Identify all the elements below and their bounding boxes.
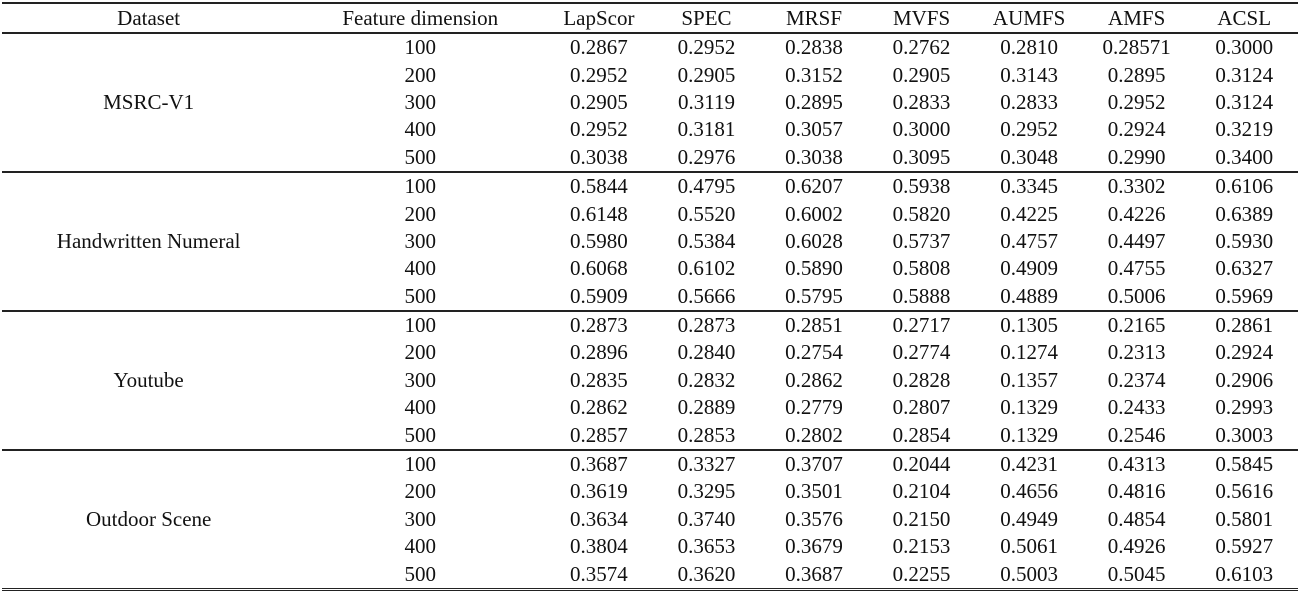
score-cell: 0.2433 bbox=[1107, 395, 1166, 420]
score-cell: 0.2774 bbox=[892, 340, 951, 365]
score-cell: 0.2952 bbox=[1107, 89, 1166, 114]
feature-dimension-cell: 200 bbox=[404, 201, 436, 226]
score-cell: 0.1357 bbox=[1000, 367, 1058, 392]
score-cell: 0.2993 bbox=[1215, 395, 1274, 420]
feature-dimension-cell: 500 bbox=[404, 561, 436, 586]
score-cell: 0.5006 bbox=[1107, 283, 1166, 308]
score-cell: 0.2873 bbox=[570, 313, 628, 338]
score-cell: 0.6148 bbox=[570, 201, 628, 226]
score-cell: 0.3653 bbox=[677, 534, 736, 559]
feature-dimension-cell: 400 bbox=[404, 534, 436, 559]
score-cell: 0.2832 bbox=[677, 367, 736, 392]
score-cell: 0.3119 bbox=[677, 89, 735, 114]
score-cell: 0.3619 bbox=[570, 479, 628, 504]
table-row bbox=[2, 33, 1298, 61]
score-cell: 0.3679 bbox=[785, 534, 843, 559]
feature-dimension-cell: 200 bbox=[404, 340, 436, 365]
score-cell: 0.2810 bbox=[1000, 35, 1058, 60]
score-cell: 0.2895 bbox=[785, 89, 843, 114]
score-cell: 0.2905 bbox=[892, 62, 951, 87]
score-cell: 0.3634 bbox=[570, 506, 628, 531]
score-cell: 0.2153 bbox=[892, 534, 951, 559]
table-header bbox=[2, 3, 1298, 33]
score-cell: 0.4909 bbox=[1000, 256, 1058, 281]
score-cell: 0.3295 bbox=[677, 479, 736, 504]
score-cell: 0.4313 bbox=[1107, 452, 1166, 477]
score-cell: 0.1329 bbox=[1000, 422, 1058, 447]
dataset-group bbox=[2, 172, 1298, 311]
score-cell: 0.2851 bbox=[785, 313, 843, 338]
dataset-name: Outdoor Scene bbox=[85, 506, 212, 531]
score-cell: 0.2873 bbox=[677, 313, 736, 338]
score-cell: 0.3687 bbox=[785, 561, 843, 586]
feature-dimension-cell: 100 bbox=[404, 313, 436, 338]
table-row bbox=[2, 311, 1298, 339]
header-feature-dimension: Feature dimension bbox=[342, 5, 499, 30]
feature-dimension-cell: 400 bbox=[404, 256, 436, 281]
score-cell: 0.2905 bbox=[677, 62, 736, 87]
score-cell: 0.2862 bbox=[570, 395, 628, 420]
score-cell: 0.3124 bbox=[1215, 62, 1274, 87]
score-cell: 0.3302 bbox=[1107, 174, 1166, 199]
score-cell: 0.2255 bbox=[892, 561, 951, 586]
score-cell: 0.28571 bbox=[1102, 35, 1171, 60]
score-cell: 0.2889 bbox=[677, 395, 736, 420]
header-acsl: ACSL bbox=[1217, 5, 1272, 30]
score-cell: 0.2861 bbox=[1215, 313, 1274, 338]
score-cell: 0.4225 bbox=[1000, 201, 1058, 226]
score-cell: 0.2374 bbox=[1107, 367, 1166, 392]
score-cell: 0.3143 bbox=[1000, 62, 1058, 87]
dataset-name: Youtube bbox=[113, 367, 184, 392]
feature-dimension-cell: 500 bbox=[404, 144, 436, 169]
dataset-group bbox=[2, 311, 1298, 450]
score-cell: 0.3124 bbox=[1215, 89, 1274, 114]
score-cell: 0.2862 bbox=[785, 367, 843, 392]
score-cell: 0.3000 bbox=[1215, 35, 1274, 60]
score-cell: 0.5003 bbox=[1000, 561, 1058, 586]
score-cell: 0.2807 bbox=[892, 395, 951, 420]
score-cell: 0.4795 bbox=[677, 174, 736, 199]
score-cell: 0.5930 bbox=[1215, 228, 1274, 253]
score-cell: 0.2754 bbox=[785, 340, 843, 365]
score-cell: 0.2104 bbox=[892, 479, 951, 504]
score-cell: 0.2717 bbox=[892, 313, 951, 338]
score-cell: 0.1305 bbox=[1000, 313, 1058, 338]
score-cell: 0.2833 bbox=[892, 89, 951, 114]
score-cell: 0.5384 bbox=[677, 228, 736, 253]
score-cell: 0.2924 bbox=[1215, 340, 1274, 365]
dataset-group bbox=[2, 33, 1298, 172]
score-cell: 0.6389 bbox=[1215, 201, 1274, 226]
score-cell: 0.3038 bbox=[570, 144, 628, 169]
score-cell: 0.2150 bbox=[892, 506, 951, 531]
dataset-name: MSRC-V1 bbox=[103, 89, 195, 114]
score-cell: 0.5061 bbox=[1000, 534, 1058, 559]
header-lapscor: LapScor bbox=[563, 5, 635, 30]
score-cell: 0.2952 bbox=[570, 117, 628, 142]
results-table bbox=[2, 2, 1298, 591]
score-cell: 0.6106 bbox=[1215, 174, 1274, 199]
score-cell: 0.2828 bbox=[892, 367, 951, 392]
score-cell: 0.4231 bbox=[1000, 452, 1058, 477]
feature-dimension-cell: 100 bbox=[404, 174, 436, 199]
score-cell: 0.4757 bbox=[1000, 228, 1058, 253]
score-cell: 0.4497 bbox=[1107, 228, 1166, 253]
score-cell: 0.2867 bbox=[570, 35, 628, 60]
score-cell: 0.3740 bbox=[677, 506, 736, 531]
feature-dimension-cell: 300 bbox=[404, 228, 436, 253]
score-cell: 0.3000 bbox=[892, 117, 951, 142]
table-row bbox=[2, 172, 1298, 200]
score-cell: 0.3327 bbox=[677, 452, 736, 477]
score-cell: 0.2779 bbox=[785, 395, 843, 420]
header-spec: SPEC bbox=[681, 5, 732, 30]
score-cell: 0.2762 bbox=[892, 35, 951, 60]
score-cell: 0.5844 bbox=[570, 174, 628, 199]
score-cell: 0.6103 bbox=[1215, 561, 1274, 586]
score-cell: 0.5820 bbox=[892, 201, 951, 226]
header-mrsf: MRSF bbox=[785, 5, 843, 30]
feature-dimension-cell: 400 bbox=[404, 395, 436, 420]
feature-dimension-cell: 200 bbox=[404, 479, 436, 504]
score-cell: 0.3576 bbox=[785, 506, 843, 531]
score-cell: 0.3095 bbox=[892, 144, 951, 169]
score-cell: 0.2990 bbox=[1107, 144, 1166, 169]
feature-dimension-cell: 100 bbox=[404, 35, 436, 60]
score-cell: 0.2840 bbox=[677, 340, 736, 365]
score-cell: 0.5737 bbox=[892, 228, 951, 253]
score-cell: 0.6002 bbox=[785, 201, 843, 226]
score-cell: 0.5666 bbox=[677, 283, 736, 308]
score-cell: 0.3501 bbox=[785, 479, 843, 504]
score-cell: 0.2838 bbox=[785, 35, 843, 60]
score-cell: 0.2833 bbox=[1000, 89, 1058, 114]
score-cell: 0.3057 bbox=[785, 117, 843, 142]
score-cell: 0.2853 bbox=[677, 422, 736, 447]
score-cell: 0.5808 bbox=[892, 256, 951, 281]
score-cell: 0.6327 bbox=[1215, 256, 1274, 281]
score-cell: 0.3804 bbox=[570, 534, 628, 559]
header-amfs: AMFS bbox=[1108, 5, 1166, 30]
feature-dimension-cell: 100 bbox=[404, 452, 436, 477]
score-cell: 0.5520 bbox=[677, 201, 736, 226]
header-dataset: Dataset bbox=[117, 5, 181, 30]
score-cell: 0.3707 bbox=[785, 452, 843, 477]
feature-dimension-cell: 500 bbox=[404, 422, 436, 447]
score-cell: 0.3038 bbox=[785, 144, 843, 169]
score-cell: 0.3003 bbox=[1215, 422, 1274, 447]
score-cell: 0.4889 bbox=[1000, 283, 1058, 308]
score-cell: 0.3152 bbox=[785, 62, 843, 87]
feature-dimension-cell: 400 bbox=[404, 117, 436, 142]
score-cell: 0.2952 bbox=[1000, 117, 1058, 142]
score-cell: 0.2924 bbox=[1107, 117, 1166, 142]
header-mvfs: MVFS bbox=[892, 5, 951, 30]
score-cell: 0.2313 bbox=[1107, 340, 1166, 365]
score-cell: 0.2952 bbox=[570, 62, 628, 87]
feature-dimension-cell: 300 bbox=[404, 367, 436, 392]
score-cell: 0.4949 bbox=[1000, 506, 1058, 531]
score-cell: 0.5801 bbox=[1215, 506, 1274, 531]
header-row bbox=[2, 3, 1298, 33]
score-cell: 0.5938 bbox=[892, 174, 951, 199]
score-cell: 0.2044 bbox=[892, 452, 951, 477]
score-cell: 0.4816 bbox=[1107, 479, 1166, 504]
score-cell: 0.1329 bbox=[1000, 395, 1058, 420]
score-cell: 0.4854 bbox=[1107, 506, 1166, 531]
score-cell: 0.4226 bbox=[1107, 201, 1166, 226]
score-cell: 0.2896 bbox=[570, 340, 628, 365]
table-row bbox=[2, 450, 1298, 478]
score-cell: 0.3181 bbox=[677, 117, 736, 142]
header-aumfs: AUMFS bbox=[992, 5, 1066, 30]
score-cell: 0.6207 bbox=[785, 174, 843, 199]
score-cell: 0.6102 bbox=[677, 256, 736, 281]
score-cell: 0.2857 bbox=[570, 422, 628, 447]
score-cell: 0.3048 bbox=[1000, 144, 1058, 169]
score-cell: 0.5890 bbox=[785, 256, 843, 281]
score-cell: 0.2906 bbox=[1215, 367, 1274, 392]
score-cell: 0.5980 bbox=[570, 228, 628, 253]
score-cell: 0.3345 bbox=[1000, 174, 1058, 199]
score-cell: 0.5969 bbox=[1215, 283, 1274, 308]
score-cell: 0.2895 bbox=[1107, 62, 1166, 87]
score-cell: 0.2802 bbox=[785, 422, 843, 447]
score-cell: 0.4926 bbox=[1107, 534, 1166, 559]
score-cell: 0.5909 bbox=[570, 283, 628, 308]
score-cell: 0.5888 bbox=[892, 283, 951, 308]
score-cell: 0.5795 bbox=[785, 283, 843, 308]
feature-dimension-cell: 300 bbox=[404, 89, 436, 114]
score-cell: 0.5927 bbox=[1215, 534, 1274, 559]
feature-dimension-cell: 300 bbox=[404, 506, 436, 531]
score-cell: 0.2854 bbox=[892, 422, 951, 447]
feature-dimension-cell: 500 bbox=[404, 283, 436, 308]
score-cell: 0.3574 bbox=[570, 561, 628, 586]
score-cell: 0.5845 bbox=[1215, 452, 1274, 477]
score-cell: 0.1274 bbox=[1000, 340, 1058, 365]
score-cell: 0.2905 bbox=[570, 89, 628, 114]
score-cell: 0.3219 bbox=[1215, 117, 1274, 142]
score-cell: 0.2976 bbox=[677, 144, 736, 169]
score-cell: 0.5045 bbox=[1107, 561, 1166, 586]
score-cell: 0.3620 bbox=[677, 561, 736, 586]
score-cell: 0.6028 bbox=[785, 228, 843, 253]
dataset-group bbox=[2, 450, 1298, 589]
score-cell: 0.5616 bbox=[1215, 479, 1274, 504]
dataset-name: Handwritten Numeral bbox=[56, 228, 241, 253]
score-cell: 0.4656 bbox=[1000, 479, 1058, 504]
score-cell: 0.2165 bbox=[1107, 313, 1166, 338]
score-cell: 0.2546 bbox=[1107, 422, 1166, 447]
score-cell: 0.2835 bbox=[570, 367, 628, 392]
score-cell: 0.3400 bbox=[1215, 144, 1274, 169]
score-cell: 0.4755 bbox=[1107, 256, 1166, 281]
score-cell: 0.2952 bbox=[677, 35, 736, 60]
feature-dimension-cell: 200 bbox=[404, 62, 436, 87]
score-cell: 0.6068 bbox=[570, 256, 628, 281]
score-cell: 0.3687 bbox=[570, 452, 628, 477]
